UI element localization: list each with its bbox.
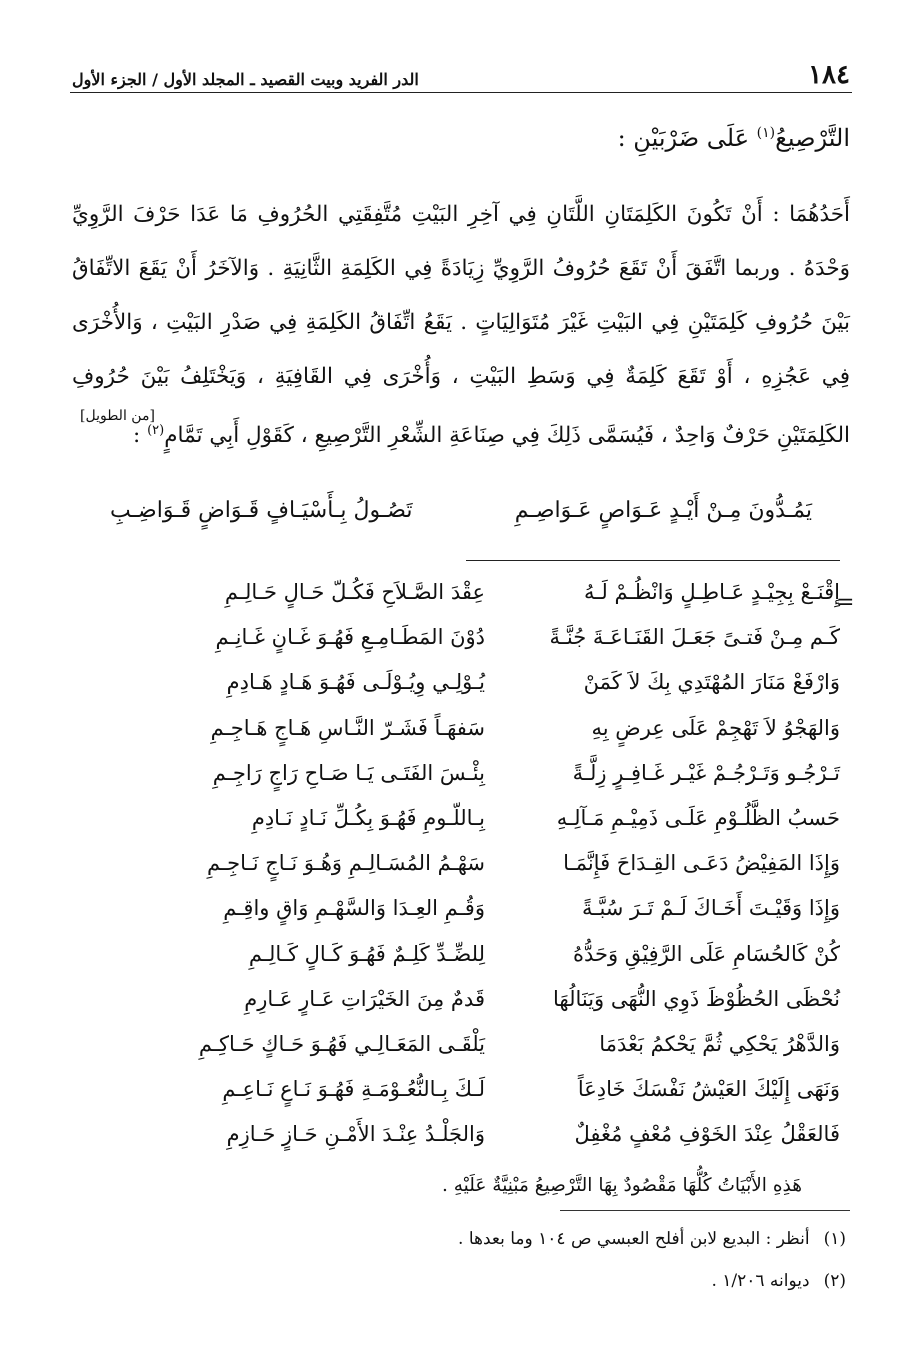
verse-second-hemistich: دُوْنَ المَطَـامِـعِ فَهُـوَ غَـانٍ غَـانِـمِ (215, 625, 485, 650)
verse-first-hemistich: وَالدَّهْرُ يَحْكِي ثُمَّ يَحْكمُ بَعْدَمَا (599, 1031, 840, 1056)
poem-verse (120, 987, 840, 1032)
footnote-ref-2: (٢) (147, 423, 165, 438)
page-header (72, 52, 850, 88)
poem-verse (120, 806, 840, 851)
verse-second-hemistich: لِلضِّـدِّ كَلِـمٌ فَهُـوَ كَـالٍ كَـالِـمِ (248, 941, 485, 966)
verse-first-hemistich: وَنَهَى إِلَيْكَ العَيْشُ نَفْسَكَ خَادِعَاً (577, 1077, 840, 1102)
poem-verse (120, 896, 840, 941)
paragraph-text: أَحَدُهُمَا : أَنْ تَكُونَ الكَلِمَتَانِ اللَّتَانِ فِي آخِرِ البَيْتِ مُتَّفِقَتِي الحُرُوفِ مَا عَدَا حَرْفَ الرَّوِيِّ وَحْدَهُ . وربما اتَّفَقَ أَنْ تَقَعَ حُرُوفُ الرَّوِيِّ زِيَادَةً فِي الكَلِمَةِ الثَّانِيَةِ . وَالآخَرُ أَنْ يَقَعَ الاتِّفَاقُ بَيْنَ حُرُوفِ كَلِمَتَيْنِ فِي البَيْتِ غَيْرَ مُتَوَالِيَاتٍ . يَقَعُ اتِّفَاقُ الكَلِمَةِ فِي صَدْرِ البَيْتِ ، وَالأُخْرَى فِي عَجُزِهِ ، أَوْ تَقَعَ كَلِمَةٌ فِي وَسَطِ البَيْتِ ، وَأُخْرَى فِي القَافِيَةِ ، وَيَخْتَلِفُ بَيْنَ حُرُوفِ الكَلِمَتَيْنِ حَرْفٌ وَاحِدٌ ، فَيُسَمَّى ذَلِكَ فِي صِنَاعَةِ الشِّعْرِ التَّرْصِيعِ ، كَقَوْلِ أَبِي تَمَّامٍ (72, 202, 850, 449)
body-paragraph (72, 188, 850, 463)
header-rule (70, 92, 852, 93)
verse-first-hemistich: كَـم مِـنْ فَتـىً جَعَـلَ القَنَـاعَـةَ جُنَّـةً (549, 625, 840, 650)
closing-sentence: هَذِهِ الأَبْيَاتُ كُلُّهَا مَقْصُودٌ بِهَا التَّرْصِيعُ مَبْنِيَّةٌ عَلَيْهِ . (441, 1175, 802, 1196)
poem-verse (120, 761, 840, 806)
poem-verse (120, 670, 840, 715)
verse-first-hemistich: فَالعَقْلُ عِنْدَ الخَوْفِ مُعْفٍ مُغْفِلٌ (574, 1122, 840, 1147)
poem-verse (120, 851, 840, 896)
opening-verse (72, 498, 850, 538)
page-number: ١٨٤ (808, 60, 850, 90)
verse-first-hemistich: تَـرْجُـو وَتَـرْجُـمْ غَيْـر غَـافِـرٍ زِلَّـةً (572, 760, 840, 785)
verse-first-hemistich: إِقْنَـعْ بِجِيْـدٍ عَـاطِـلٍ وَانْظُـمْ لَـهُ (584, 580, 840, 604)
heading-term: التَّرْصِيعُ (775, 124, 850, 152)
verse-second-hemistich: قَدمٌ مِنَ الخَيْرَاتِ عَـارٍ عَـارِمِ (244, 986, 485, 1011)
verse-second-hemistich: سَهْـمُ المُسَـالِـمِ وَهُـوَ نَـاجٍ نَـاجِـمِ (207, 851, 485, 876)
verse-rule (466, 560, 840, 561)
poem (120, 580, 840, 1167)
verse-second-hemistich: سَفهَـاً فَشَـرّ النَّـاسِ هَـاجٍ هَـاجِـمِ (210, 715, 485, 740)
poem-verse (120, 1122, 840, 1167)
footnotes (72, 1218, 846, 1302)
verse-second-hemistich: عِقْدَ الصَّـلاَحِ فَكُـلّ حَـالٍ حَـالِـمِ (224, 580, 485, 604)
verse-first-hemistich: وَالهَجْوُ لاَ تَهْجِمْ عَلَى عِرضٍ بِهِ (591, 715, 840, 740)
continuation-mark: = (836, 590, 855, 615)
verse-first-hemistich: وَإِذَا المَفِيْضُ دَعَـى القِـدَاحَ فَإِنَّمَـا (563, 851, 840, 876)
verse-first-hemistich: حَسبُ الظَّلُـوْمِ عَلَـى ذَمِيْـمِ مَـآلِـهِ (556, 805, 840, 830)
poem-verse (120, 1032, 840, 1077)
meter-label: [من الطويل] (80, 408, 155, 424)
verse-second-hemistich: يَلْقَـى المَعَـالِـي فَهُـوَ حَـاكٍ حَـاكِـمِ (198, 1031, 485, 1056)
poem-verse (120, 942, 840, 987)
verse-second-hemistich: يُـوْلِـي وِيُـوْلَـى فَهُـوَ هَـادٍ هَـادِمِ (226, 670, 485, 695)
running-head: الدر الفريد وبيت القصيد ـ المجلد الأول / الجزء الأول (72, 70, 419, 89)
verse-second-hemistich: لَـكَ بِـالنُّعُـوْمَـةِ فَهُـوَ نَـاعٍ نَـاعِـمِ (222, 1077, 485, 1102)
poem-verse (120, 580, 840, 625)
footnote-number: (٢) (823, 1271, 846, 1291)
poem-verse (120, 625, 840, 670)
footnote-rule (560, 1210, 850, 1211)
footnote-ref-1: (١) (756, 125, 776, 141)
verse-second-hemistich: وَالجَلْـدُ عِنْـدَ الأَمْـنِ حَـازٍ حَـازِمِ (226, 1122, 485, 1147)
footnote-text: ديوانه ١/٢٠٦ . (711, 1271, 810, 1291)
footnote (72, 1218, 846, 1260)
verse-first-hemistich: يَمُـدُّونَ مِـنْ أَيْـدٍ عَـوَاصٍ عَـوَاصِـمِ (514, 498, 812, 523)
footnote (72, 1260, 846, 1302)
footnote-number: (١) (823, 1229, 846, 1249)
verse-second-hemistich: بِـاللّـومِ فَهُـوَ بِكُـلِّ نَـادٍ نَـادِمِ (251, 805, 485, 830)
heading-rest: عَلَى ضَرْبَيْنِ : (617, 124, 750, 152)
verse-first-hemistich: وَارْفَعْ مَنَارَ المُهْتَدِي بِكَ لاَ كَمَنْ (583, 670, 840, 695)
paragraph-end: : (133, 423, 148, 449)
verse-second-hemistich: تَصُـولُ بِـأَسْيَـافٍ قَـوَاضٍ قَـوَاضِـبِ (110, 498, 413, 523)
verse-second-hemistich: بِئْـسَ الفَتَـى يَـا صَـاحِ رَاجٍ رَاجِـمِ (212, 760, 485, 785)
footnote-text: أنظر : البديع لابن أفلح العبسي ص ١٠٤ وما بعدها . (458, 1229, 810, 1249)
poem-verse (120, 1077, 840, 1122)
verse-second-hemistich: وَقُـمِ العِـدَا وَالسَّهْـمِ وَاقٍ واقِـمِ (223, 896, 485, 921)
section-heading (618, 124, 850, 152)
verse-first-hemistich: وَإِذَا وَقَيْـتَ أَخَـاكَ لَـمْ تَـرَ سُبَّـةً (582, 896, 840, 921)
verse-first-hemistich: نُحْظَى الحُظُوْظَ ذَوِي النُّهَى وَيَنَالُهَا (553, 986, 840, 1011)
poem-verse (120, 716, 840, 761)
verse-first-hemistich: كُنْ كَالحُسَامِ عَلَى الرَّفِيْقِ وَحَدُّهُ (572, 941, 840, 966)
